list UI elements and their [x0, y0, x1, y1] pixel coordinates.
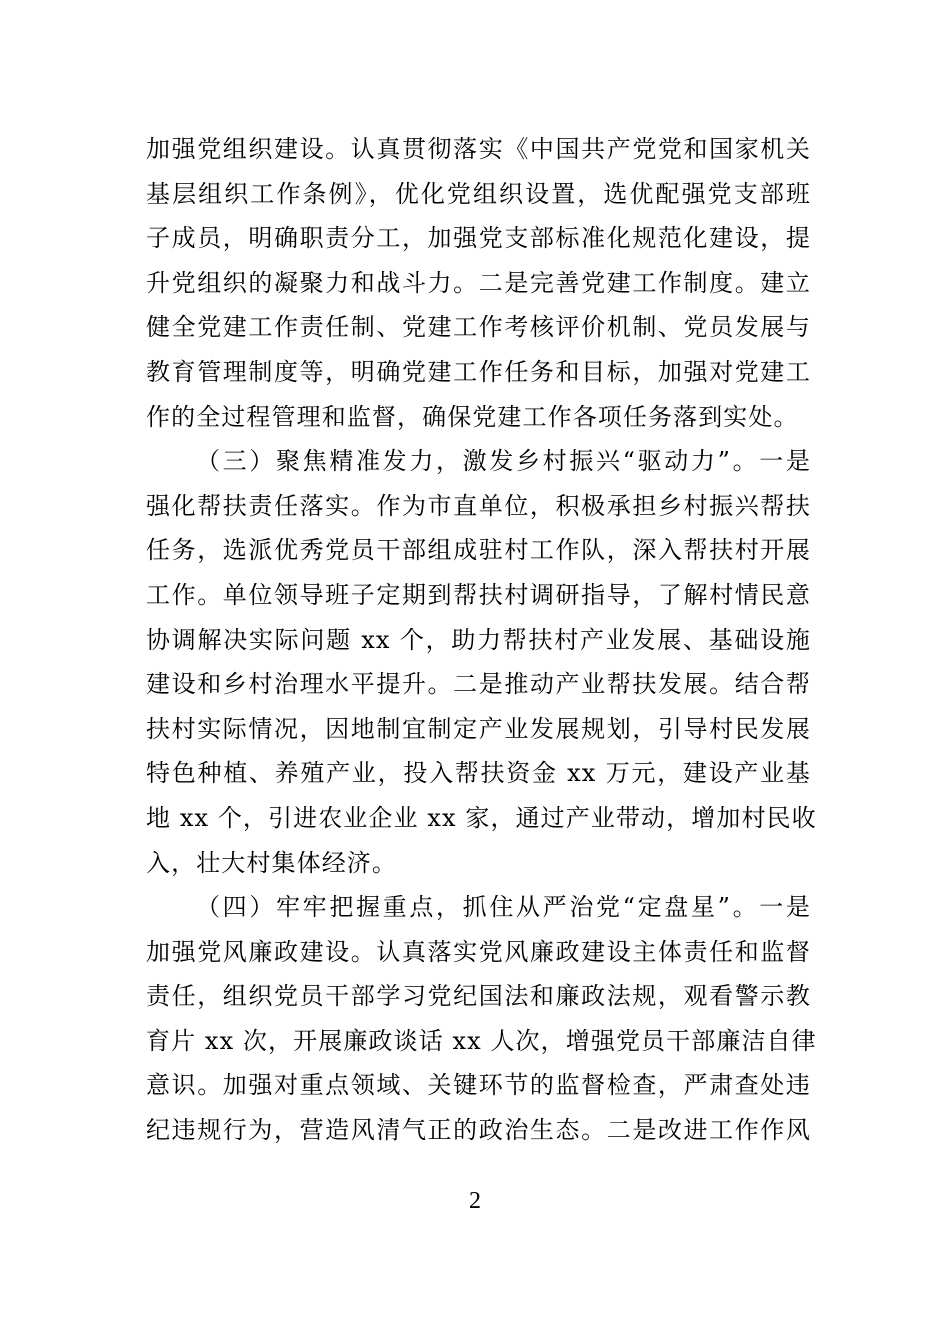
body-text: [146, 127, 817, 1153]
text-line: 教育管理制度等，明确党建工作任务和目标，加强对党建工: [146, 357, 811, 386]
text-line: 健全党建工作责任制、党建工作考核评价机制、党员发展与: [146, 313, 811, 342]
text-line: 建设和乡村治理水平提升。二是推动产业帮扶发展。结合帮: [146, 670, 811, 699]
text-line: 纪违规行为，营造风清气正的政治生态。二是改进工作作风: [146, 1116, 811, 1145]
text-line: 工作。单位领导班子定期到帮扶村调研指导，了解村情民意: [146, 580, 811, 609]
text-line: 任务，选派优秀党员干部组成驻村工作队，深入帮扶村开展: [146, 536, 811, 565]
text-line: 加强党组织建设。认真贯彻落实《中国共产党党和国家机关: [146, 135, 811, 163]
page-number: 2: [469, 1188, 481, 1214]
text-line: 责任，组织党员干部学习党纪国法和廉政法规，观看警示教: [146, 982, 811, 1011]
text-line: 地 xx 个，引进农业企业 xx 家，通过产业带动，增加村民收: [146, 803, 817, 832]
text-line: 子成员，明确职责分工，加强党支部标准化规范化建设，提: [146, 224, 811, 253]
section-heading-line: （三）聚焦精准发力，激发乡村振兴“驱动力”。一是: [196, 447, 811, 476]
text-line: 协调解决实际问题 xx 个，助力帮扶村产业发展、基础设施: [146, 625, 811, 654]
text-line: 强化帮扶责任落实。作为市直单位，积极承担乡村振兴帮扶: [146, 491, 811, 520]
text-line: 特色种植、养殖产业，投入帮扶资金 xx 万元，建设产业基: [146, 759, 811, 788]
text-line: 育片 xx 次，开展廉政谈话 xx 人次，增强党员干部廉洁自律: [146, 1026, 817, 1055]
text-line: 作的全过程管理和监督，确保党建工作各项任务落到实处。: [146, 402, 799, 431]
text-line: 升党组织的凝聚力和战斗力。二是完善党建工作制度。建立: [146, 268, 811, 297]
text-line: 基层组织工作条例》，优化党组织设置，选优配强党支部班: [146, 179, 811, 208]
section-heading-line: （四）牢牢把握重点，抓住从严治党“定盘星”。一是: [196, 893, 811, 922]
text-line: 入，壮大村集体经济。: [146, 848, 397, 877]
text-line: 意识。加强对重点领域、关键环节的监督检查，严肃查处违: [146, 1071, 811, 1100]
text-line: 扶村实际情况，因地制宜制定产业发展规划，引导村民发展: [146, 714, 811, 743]
text-line: 加强党风廉政建设。认真落实党风廉政建设主体责任和监督: [146, 937, 811, 966]
